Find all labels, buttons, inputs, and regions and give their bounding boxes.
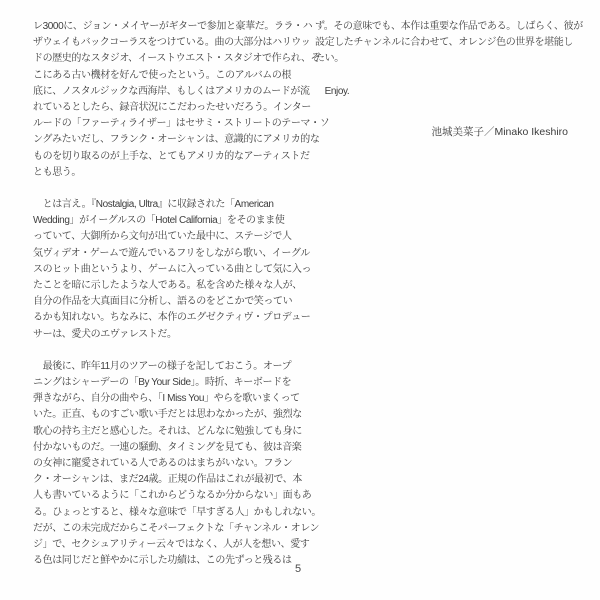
text-line: だが、この未完成だからこそパーフェクトな「チャンネル・オレン — [33, 522, 320, 534]
text-line: Enjoy. — [315, 85, 350, 97]
text-line: る。ひょっとすると、様々な意味で「早すぎる人」かもしれない。 — [33, 506, 321, 518]
text-line: たことを暗に示したような人である。私を含めた様々な人が、 — [33, 280, 302, 292]
text-line: 最後に、昨年11月のツアーの様子を記しておこう。オープ — [33, 360, 292, 372]
text-line: とは言え。『Nostalgia, Ultra』に収録された「American — [33, 199, 274, 211]
left-text-column — [33, 19, 330, 570]
text-line: ジ」で、セクシュアリティー云々ではなく、人が人を想い、愛す — [33, 539, 310, 551]
text-line: 人も書いているように「これからどうなるか分からない」面もあ — [33, 490, 312, 502]
text-line: ず。その意味でも、本作は重要な作品である。しばらく、彼が — [315, 21, 583, 32]
text-line: ものを切り取るのが上手な、とてもアメリカ的なアーティストだ — [33, 150, 310, 162]
text-line: 付かないものだ。一連の騒動、タイミングを見ても、彼は音楽 — [33, 441, 302, 453]
text-line: ニングはシャーデーの「By Your Side」。時折、キーボードを — [33, 377, 292, 389]
text-line: 気ヴィデオ・ゲームで遊んでいるフリをしながら歌い、イーグル — [33, 247, 310, 259]
text-line: スのヒット曲というより、ゲームに入っている曲として気に入っ — [33, 263, 312, 275]
text-line: 底に、ノスタルジックな西海岸、もしくはアメリカのムードが流 — [33, 85, 310, 97]
text-line: れているとしたら、録音状況にこだわったせいだろう。インター — [33, 102, 311, 114]
paragraph — [315, 84, 568, 100]
paragraph — [33, 197, 317, 343]
right-column-paragraphs — [315, 19, 583, 100]
author-credit: 池城美菜子／Minako Ikeshiro — [431, 125, 568, 138]
text-line: たい。 — [315, 53, 344, 65]
text-line: 自分の作品を大真面目に分析し、語るのをどこかで笑ってい — [33, 296, 293, 308]
text-line: る色は同じだと鮮やかに示した功績は、この先ずっと残るは — [33, 555, 292, 567]
right-text-column — [315, 19, 583, 140]
text-line: とも思う。 — [33, 166, 81, 178]
text-line: レ3000に、ジョン・メイヤーがギターで参加と豪華だ。ララ・ハ — [33, 21, 313, 32]
paragraph — [33, 19, 330, 181]
text-line: いた。正直、ものすごい歌い手だとは思わなかったが、強烈な — [33, 409, 302, 421]
text-line: Wedding」がイーグルスの「Hotel California」をそのまま使 — [33, 215, 285, 227]
text-line: っていて、大御所から文句が出ていた最中に、ステージで人 — [33, 231, 292, 243]
text-line: サーは、愛犬のエヴァレストだ。 — [33, 328, 177, 340]
paragraph — [33, 359, 321, 570]
text-line: るかも知れない。ちなみに、本作のエグゼクティヴ・プロデュー — [33, 312, 311, 324]
text-line: ク・オーシャンは、まだ24歳。正規の作品はこれが最初で、本 — [33, 474, 302, 486]
text-line: 歌心の持ち主だと感心した。それは、どんなに勉強しても身に — [33, 425, 302, 437]
text-line: こにある古い機材を好んで使ったという。このアルバムの根 — [33, 69, 292, 81]
text-line: 設定したチャンネルに合わせて、オレンジ色の世界を堪能し — [315, 37, 573, 49]
page-number: 5 — [294, 563, 302, 575]
text-line: ルードの「ファーティライザー」はセサミ・ストリートのテーマ・ソ — [33, 118, 330, 130]
text-line: の女神に寵愛されている人であるのはまちがいない。フラン — [33, 458, 293, 470]
text-line: ザウェイもバックコーラスをつけている。曲の大部分はハリウッ — [33, 37, 311, 49]
text-line: 弾きながら、自分の曲やら、「I Miss You」やらを歌いまくって — [33, 393, 300, 405]
text-line: ングみたいだし、フランク・オーシャンは、意識的にアメリカ的な — [33, 134, 320, 146]
paragraph — [315, 19, 583, 68]
text-line: ドの歴史的なスタジオ、イーストウエスト・スタジオで作られ、そ — [33, 53, 321, 65]
